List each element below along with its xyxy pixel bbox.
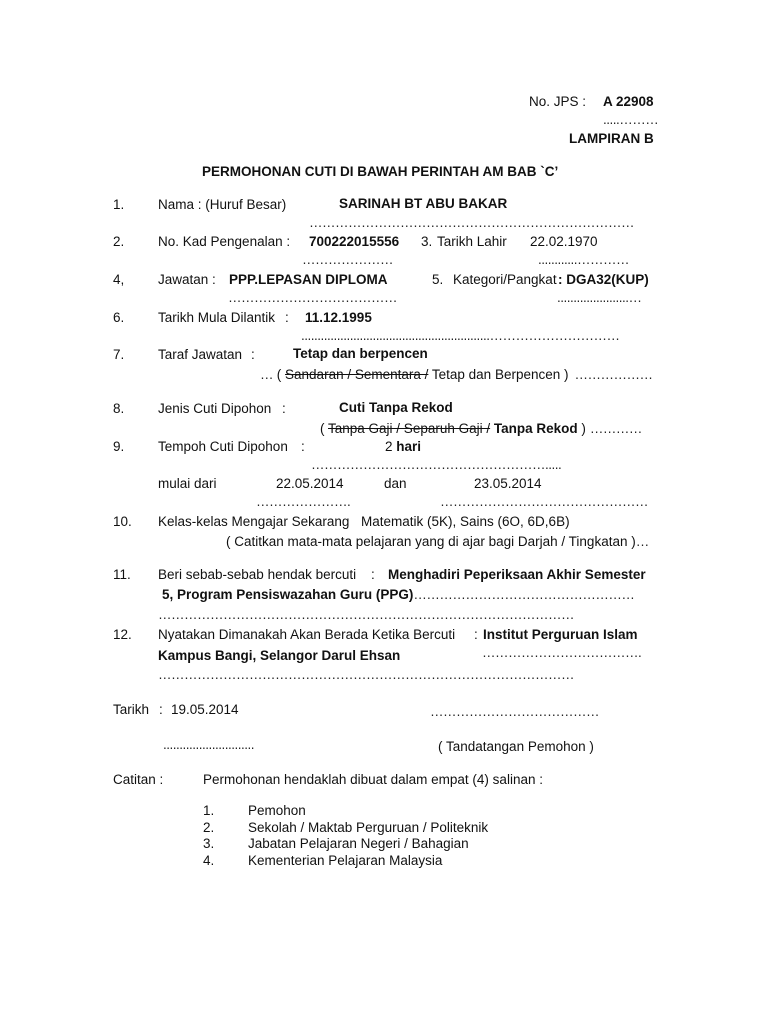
hingga-value: 23.05.2014 (474, 476, 542, 491)
item-number: 4, (113, 272, 125, 287)
item-number: 5. (432, 272, 444, 287)
jenis-note-close: ) (581, 421, 586, 436)
tempoh-label: Tempoh Cuti Dipohon (158, 439, 288, 454)
jawatan-value: PPP.LEPASAN DIPLOMA (229, 272, 388, 287)
kategori-label: Kategori/Pangkat (453, 272, 557, 287)
jenis-note (320, 421, 642, 437)
tempoh-dots: ………………………………………………..... (311, 457, 562, 472)
copy-number: 4. (203, 853, 215, 868)
berada-colon: : (474, 627, 478, 642)
copy-number: 1. (203, 803, 215, 818)
lahir-value: 22.02.1970 (530, 234, 598, 249)
copy-label: Jabatan Pelajaran Negeri / Bahagian (248, 836, 469, 851)
hingga-dots: ………………………………………… (440, 494, 648, 509)
jawatan-dots: ………………………………… (228, 290, 397, 305)
lahir-dots: ............………… (538, 252, 630, 267)
tarikh-dots: ............................ (163, 737, 255, 752)
tarikh-label: Tarikh (113, 702, 150, 717)
item-number: 3. (421, 234, 433, 249)
copy-number: 3. (203, 836, 215, 851)
catitan-text: Permohonan hendaklah dibuat dalam empat (4) salinan : (203, 772, 543, 787)
jawatan-label: Jawatan : (158, 272, 216, 287)
kelas-label: Kelas-kelas Mengajar Sekarang (158, 514, 350, 529)
jps-value: A 22908 (603, 94, 654, 109)
jenis-note-bold: Tanpa Rekod (493, 421, 578, 436)
tarikh-value: 19.05.2014 (171, 702, 239, 717)
signature-dots: ………………………………… (430, 704, 599, 719)
jenis-value: Cuti Tanpa Rekod (339, 400, 453, 415)
taraf-dots-pre: … (260, 367, 273, 382)
kelas-note-text: ( Catitkan mata-mata pelajaran yang di ajar bagi Darjah / Tingkatan ) (226, 534, 636, 549)
form-title: PERMOHONAN CUTI DI BAWAH PERINTAH AM BAB `C’ (202, 164, 559, 179)
dan-label: dan (384, 476, 407, 491)
kelas-dots-post: … (635, 534, 649, 549)
tempoh-unit: hari (396, 439, 422, 454)
taraf-note (260, 367, 653, 383)
sebab-dots-3: …………………………………………………………………………………… (158, 607, 574, 622)
jps-dots: .....……… (603, 112, 659, 127)
item-number: 12. (113, 627, 132, 642)
lahir-label: Tarikh Lahir (437, 234, 507, 249)
item-number: 10. (113, 514, 132, 529)
taraf-value: Tetap dan berpencen (293, 346, 428, 361)
catitan-label: Catitan : (113, 772, 164, 787)
taraf-note-rest: Tetap dan Berpencen ) (431, 367, 569, 382)
item-number: 1. (113, 197, 125, 212)
kategori-value: : DGA32(KUP) (558, 272, 649, 287)
sebab-value-2: 5, Program Pensiswazahan Guru (PPG) (162, 587, 414, 602)
tarikh-colon: : (159, 702, 163, 717)
jenis-dots-post: ………… (589, 421, 642, 436)
mulai-value: 22.05.2014 (276, 476, 344, 491)
copy-label: Pemohon (248, 803, 306, 818)
copy-label: Kementerian Pelajaran Malaysia (248, 853, 443, 868)
dilantik-colon: : (285, 310, 289, 325)
lampiran-label: LAMPIRAN B (569, 131, 654, 146)
berada-value-1: Institut Perguruan Islam (483, 627, 638, 642)
dilantik-label: Tarikh Mula Dilantik (158, 310, 276, 325)
nama-value: SARINAH BT ABU BAKAR (339, 196, 508, 211)
taraf-note-open: ( (276, 367, 282, 382)
tempoh-value (385, 439, 421, 455)
item-number: 11. (113, 567, 131, 582)
item-number: 2. (113, 234, 125, 249)
jenis-note-strike: Tanpa Gaji / Separuh Gaji / (328, 421, 491, 436)
mulai-dots: …………………. (256, 494, 351, 509)
dilantik-value: 11.12.1995 (305, 310, 372, 325)
jenis-note-open: ( (320, 421, 325, 436)
ic-value: 700222015556 (309, 234, 400, 249)
berada-dots-2: ………………………………. (482, 645, 642, 660)
sebab-line-2 (162, 587, 634, 603)
mulai-label: mulai dari (158, 476, 217, 491)
berada-dots-3: …………………………………………………………………………………… (158, 667, 574, 682)
berada-label: Nyatakan Dimanakah Akan Berada Ketika Bercuti (158, 627, 456, 642)
sebab-value-1: Menghadiri Peperiksaan Akhir Semester (388, 567, 646, 582)
sebab-colon: : (371, 567, 375, 582)
tempoh-colon: : (301, 439, 305, 454)
jenis-label: Jenis Cuti Dipohon (158, 401, 272, 416)
taraf-label: Taraf Jawatan (158, 347, 243, 362)
copy-number: 2. (203, 820, 215, 835)
tempoh-num: 2 (385, 439, 393, 454)
jenis-colon: : (282, 401, 286, 416)
berada-value-2: Kampus Bangi, Selangor Darul Ehsan (158, 648, 401, 663)
kelas-note (226, 534, 649, 550)
item-number: 7. (113, 347, 125, 362)
ic-dots: ………………… (302, 252, 393, 267)
item-number: 8. (113, 401, 125, 416)
signature-label: ( Tandatangan Pemohon ) (438, 739, 594, 754)
dilantik-dots: ..........................................................………………………… (301, 328, 620, 343)
sebab-label: Beri sebab-sebab hendak bercuti (158, 567, 357, 582)
taraf-note-strike: Sandaran / Sementara / (285, 367, 429, 382)
item-number: 6. (113, 310, 125, 325)
jps-label: No. JPS : (529, 94, 587, 109)
taraf-dots-post: ……………… (574, 367, 653, 382)
item-number: 9. (113, 439, 125, 454)
nama-dots: ………………………………………………………………… (309, 215, 634, 230)
sebab-dots-2: …………………………………………… (413, 587, 635, 602)
taraf-colon: : (251, 347, 255, 362)
kelas-value: Matematik (5K), Sains (6O, 6D,6B) (361, 514, 570, 529)
ic-label: No. Kad Pengenalan : (158, 234, 291, 249)
copy-label: Sekolah / Maktab Perguruan / Politeknik (248, 820, 489, 835)
nama-label: Nama : (Huruf Besar) (158, 197, 287, 212)
kategori-dots: ......................… (557, 290, 642, 305)
